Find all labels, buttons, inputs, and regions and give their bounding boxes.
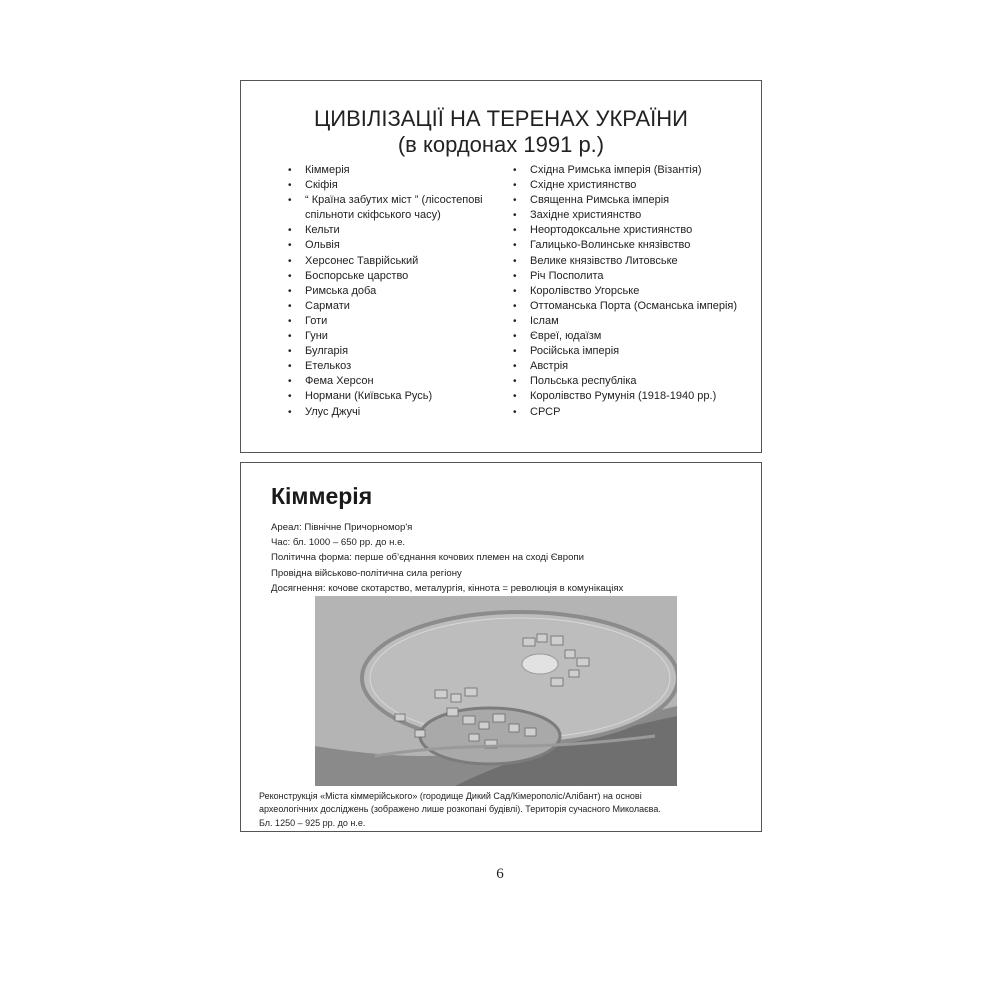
list-item: • “ Країна забутих міст ” (лісостепові спільноти скіфського часу)	[285, 193, 505, 223]
list-item: • Скіфія	[285, 178, 505, 193]
list-item: • Сармати	[285, 299, 505, 314]
slide-title: ЦИВІЛІЗАЦІЇ НА ТЕРЕНАХ УКРАЇНИ	[314, 106, 688, 131]
list-item: • Фема Херсон	[285, 374, 505, 389]
list-item: • Оттоманська Порта (Османська імперія)	[510, 299, 750, 314]
list-item: • Східне християнство	[510, 178, 750, 193]
civilization-list-right	[510, 163, 750, 420]
list-item: • Королівство Угорське	[510, 284, 750, 299]
list-item: • Неортодоксальне християнство	[510, 223, 750, 238]
list-item: • Річ Посполита	[510, 269, 750, 284]
list-item: • Галицько-Волинське князівство	[510, 238, 750, 253]
caption-line: Реконструкція «Міста кіммерійського» (городище Дикий Сад/Кімерополіс/Алібант) на основі	[259, 791, 642, 801]
page-number: 6	[496, 866, 504, 882]
fact-line: Провідна військово-політична сила регіону	[271, 567, 462, 579]
civilization-list-left	[285, 163, 505, 420]
list-item: • Улус Джучі	[285, 405, 505, 420]
list-item: • Євреї, юдаїзм	[510, 329, 750, 344]
image-caption	[259, 790, 739, 830]
fact-line: Ареал: Північне Причорномор'я	[271, 522, 413, 533]
facts-block	[271, 520, 623, 596]
fact-line: Досягнення: кочове скотарство, металургія, кіннота = революція в комунікаціях	[271, 582, 624, 594]
list-item: • СРСР	[510, 405, 750, 420]
list-item: • Кіммерія	[285, 163, 505, 178]
list-item: • Іслам	[510, 314, 750, 329]
list-item: • Східна Римська імперія (Візантія)	[510, 163, 750, 178]
list-item: • Булгарія	[285, 344, 505, 359]
list-item: • Австрія	[510, 359, 750, 374]
caption-line: Бл. 1250 – 925 рр. до н.е.	[259, 817, 366, 828]
list-item: • Західне християнство	[510, 208, 750, 223]
list-item: • Римська доба	[285, 284, 505, 299]
slide-subtitle: (в кордонах 1991 р.)	[397, 132, 605, 157]
list-item: • Королівство Румунія (1918-1940 рр.)	[510, 389, 750, 404]
list-item: • Херсонес Таврійський	[285, 254, 505, 269]
list-item: • Російська імперія	[510, 344, 750, 359]
list-item: • Велике князівство Литовське	[510, 254, 750, 269]
list-item: • Етелькоз	[285, 359, 505, 374]
list-item: • Ольвія	[285, 238, 505, 253]
fact-line: Час: бл. 1000 – 650 рр. до н.е.	[271, 537, 406, 549]
list-item: • Боспорське царство	[285, 269, 505, 284]
list-item: • Гуни	[285, 329, 505, 344]
slide-heading: Кіммерія	[271, 483, 373, 509]
list-item: • Священна Римська імперія	[510, 193, 750, 208]
slide-cimmeria	[240, 462, 762, 832]
fact-line: Політична форма: перше об’єднання кочових племен на сході Європи	[271, 552, 584, 564]
list-item: • Нормани (Київська Русь)	[285, 389, 505, 404]
settlement-illustration	[315, 596, 677, 786]
list-item: • Кельти	[285, 223, 505, 238]
caption-line: археологічних досліджень (зображено лише розкопані будівлі). Територія сучасного Миколаєва.	[259, 804, 661, 815]
settlement-reconstruction-image	[315, 596, 677, 786]
slide-civilizations	[240, 80, 762, 453]
list-item: • Готи	[285, 314, 505, 329]
list-item: • Польська республіка	[510, 374, 750, 389]
